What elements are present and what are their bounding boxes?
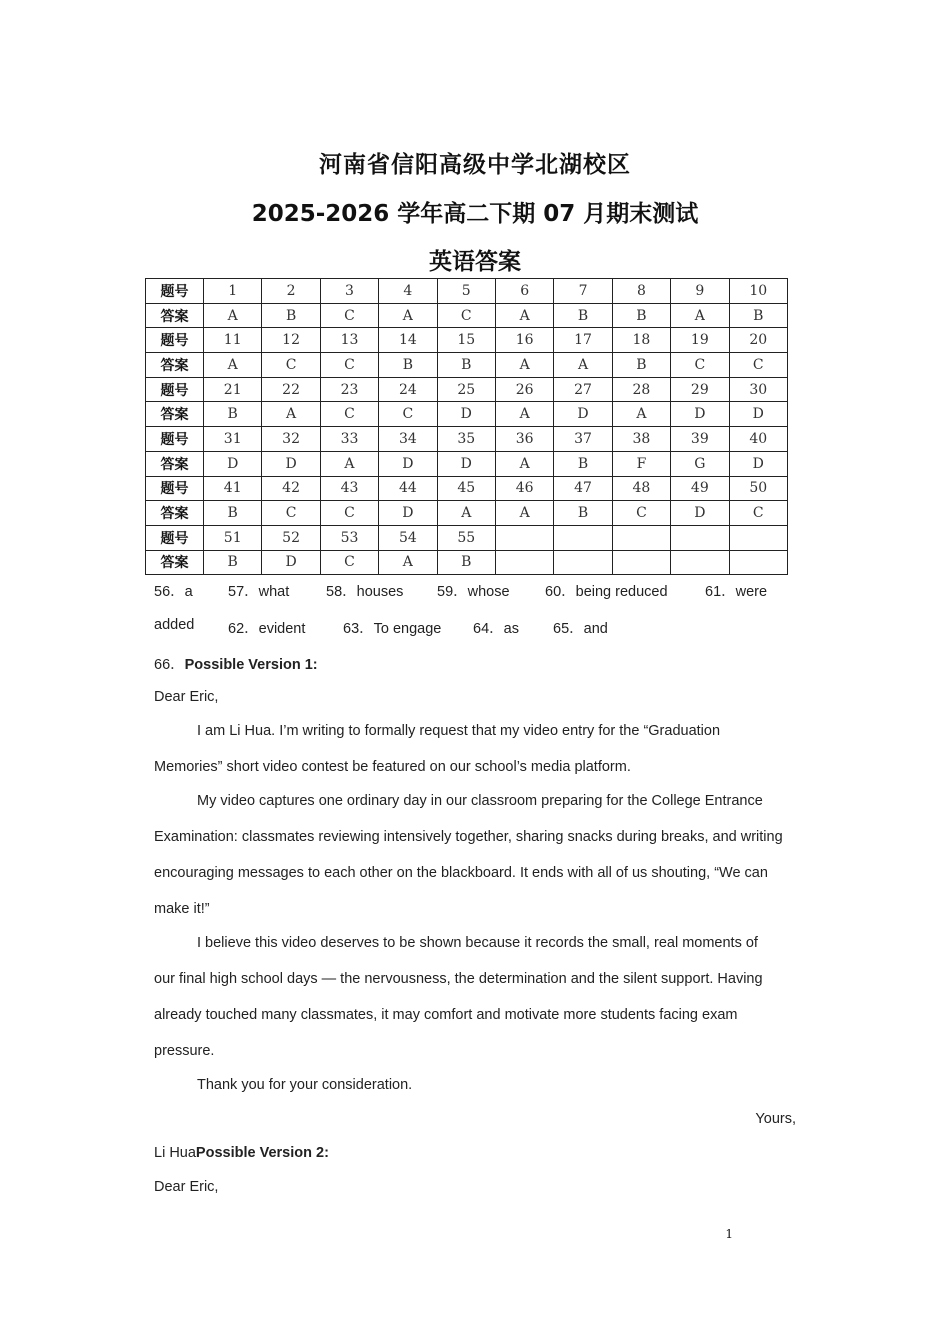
answer-table [145, 278, 788, 575]
question-number-cell: 27 [554, 377, 612, 402]
answer-cell: C [320, 353, 378, 378]
question-number-cell: 51 [204, 525, 262, 550]
question-number-row [146, 476, 788, 501]
question-number-cell: 38 [612, 427, 670, 452]
answer-cell: D [437, 451, 495, 476]
question-number-cell: 31 [204, 427, 262, 452]
answer-cell: A [379, 550, 437, 575]
answer-cell [671, 550, 729, 575]
answer-cell: A [495, 451, 553, 476]
question-number-cell: 11 [204, 328, 262, 353]
answer-label: 答案 [146, 303, 204, 328]
question-number-cell: 14 [379, 328, 437, 353]
answer-cell: C [262, 353, 320, 378]
question-number-cell: 19 [671, 328, 729, 353]
exam-title: 2025-2026 学年高二下期 07 月期末测试 [251, 201, 699, 227]
answer-cell: D [554, 402, 612, 427]
version2-title: Possible Version 2: [195, 1145, 329, 1161]
question-label: 题号 [146, 377, 204, 402]
answer-cell: F [612, 451, 670, 476]
question-number-cell [612, 525, 670, 550]
page-number: 1 [725, 1227, 733, 1241]
essay-line: My video captures one ordinary day in our classroom preparing for the College Entrance [197, 793, 763, 809]
question-number-cell: 52 [262, 525, 320, 550]
answer-label: 答案 [146, 353, 204, 378]
answer-cell: C [379, 402, 437, 427]
question-number-cell: 17 [554, 328, 612, 353]
answer-cell: A [495, 303, 553, 328]
answer-cell: B [554, 451, 612, 476]
question-number-cell: 33 [320, 427, 378, 452]
answer-cell: B [729, 303, 787, 328]
question-number-cell: 41 [204, 476, 262, 501]
answer-cell: C [671, 353, 729, 378]
question-number-row [146, 328, 788, 353]
answer-cell: D [671, 402, 729, 427]
answer-cell: C [729, 501, 787, 526]
answer-label: 答案 [146, 402, 204, 427]
question-number-cell: 26 [495, 377, 553, 402]
question-number-cell: 55 [437, 525, 495, 550]
question-number-cell: 44 [379, 476, 437, 501]
blank-62: 62．evident [228, 621, 306, 637]
answer-cell: C [320, 501, 378, 526]
question-number-cell: 54 [379, 525, 437, 550]
question-number-cell: 50 [729, 476, 787, 501]
answer-cell: C [320, 303, 378, 328]
answer-cell: D [262, 550, 320, 575]
blank-61-continued: added [154, 617, 195, 633]
answer-cell: A [320, 451, 378, 476]
question-number-cell: 6 [495, 279, 553, 304]
question-label: 题号 [146, 476, 204, 501]
blank-58: 58．houses [326, 584, 404, 600]
essay-line: Examination: classmates reviewing intensively together, sharing snacks during breaks, and writing [154, 829, 783, 845]
signature: Li Hua [154, 1145, 196, 1161]
answer-cell: B [204, 501, 262, 526]
question-number-row [146, 279, 788, 304]
question-number-cell: 18 [612, 328, 670, 353]
answer-cell: A [495, 501, 553, 526]
answer-cell: B [612, 303, 670, 328]
question-number-row [146, 377, 788, 402]
question-number-cell: 36 [495, 427, 553, 452]
answer-row [146, 451, 788, 476]
question-number: 66． [154, 657, 185, 673]
question-number-cell [729, 525, 787, 550]
question-number-cell: 8 [612, 279, 670, 304]
question-number-cell: 10 [729, 279, 787, 304]
blank-57: 57．what [228, 584, 290, 600]
question-number-cell: 32 [262, 427, 320, 452]
answer-cell: D [437, 402, 495, 427]
essay-line: our final high school days — the nervousness, the determination and the silent support. Having [154, 971, 763, 987]
answer-cell: D [204, 451, 262, 476]
question-label: 题号 [146, 427, 204, 452]
question-number-cell: 53 [320, 525, 378, 550]
question-number-cell: 29 [671, 377, 729, 402]
answer-cell: B [262, 303, 320, 328]
question-number-cell: 28 [612, 377, 670, 402]
answer-cell: D [671, 501, 729, 526]
answer-cell: B [437, 353, 495, 378]
answer-cell: C [729, 353, 787, 378]
question-number-cell: 24 [379, 377, 437, 402]
greeting: Dear Eric, [154, 689, 219, 705]
answer-cell: A [262, 402, 320, 427]
blank-56: 56．a [154, 584, 193, 600]
answer-cell: D [379, 501, 437, 526]
answer-cell [729, 550, 787, 575]
blank-61: 61．were [705, 584, 768, 600]
question-number-cell: 43 [320, 476, 378, 501]
answer-cell: B [204, 402, 262, 427]
question-number-cell: 40 [729, 427, 787, 452]
essay-line: make it!” [154, 901, 210, 917]
answer-cell: C [437, 303, 495, 328]
answer-cell [554, 550, 612, 575]
answer-cell: G [671, 451, 729, 476]
question-number-cell: 49 [671, 476, 729, 501]
answer-label: 答案 [146, 451, 204, 476]
answer-cell [612, 550, 670, 575]
answer-cell: C [320, 550, 378, 575]
question-number-cell: 45 [437, 476, 495, 501]
answer-cell: D [379, 451, 437, 476]
answer-cell: A [379, 303, 437, 328]
essay-line: I am Li Hua. I’m writing to formally request that my video entry for the “Graduation [197, 723, 721, 739]
question-label: 题号 [146, 525, 204, 550]
question-number-cell: 25 [437, 377, 495, 402]
essay-heading [154, 653, 318, 674]
question-number-cell: 30 [729, 377, 787, 402]
question-number-cell: 2 [262, 279, 320, 304]
question-number-cell: 37 [554, 427, 612, 452]
answer-cell: B [437, 550, 495, 575]
question-number-cell: 34 [379, 427, 437, 452]
essay-line: pressure. [154, 1043, 215, 1059]
blank-63: 63．To engage [343, 621, 442, 637]
question-number-cell: 21 [204, 377, 262, 402]
answer-row [146, 501, 788, 526]
question-number-cell: 15 [437, 328, 495, 353]
question-label: 题号 [146, 279, 204, 304]
question-number-cell: 47 [554, 476, 612, 501]
essay-line: already touched many classmates, it may comfort and motivate more students facing exam [154, 1007, 738, 1023]
blank-64: 64．as [473, 621, 519, 637]
essay-line: I believe this video deserves to be shown because it records the small, real moments of [197, 935, 758, 951]
blank-59: 59．whose [437, 584, 510, 600]
question-number-cell: 5 [437, 279, 495, 304]
answer-cell: D [729, 451, 787, 476]
question-number-cell [495, 525, 553, 550]
answer-cell: D [262, 451, 320, 476]
question-number-cell: 7 [554, 279, 612, 304]
answer-cell [495, 550, 553, 575]
answer-cell: A [554, 353, 612, 378]
question-number-cell: 39 [671, 427, 729, 452]
answer-cell: B [379, 353, 437, 378]
version1-title: Possible Version 1: [184, 657, 318, 673]
answer-cell: A [495, 353, 553, 378]
answer-label: 答案 [146, 550, 204, 575]
answer-cell: B [612, 353, 670, 378]
answer-cell: C [320, 402, 378, 427]
question-number-cell: 16 [495, 328, 553, 353]
question-number-cell: 48 [612, 476, 670, 501]
answer-row [146, 303, 788, 328]
signature-line [154, 1145, 329, 1161]
answer-cell: A [437, 501, 495, 526]
question-number-cell: 35 [437, 427, 495, 452]
thanks-line: Thank you for your consideration. [197, 1077, 413, 1093]
question-number-cell: 4 [379, 279, 437, 304]
answer-cell: B [554, 303, 612, 328]
question-number-row [146, 525, 788, 550]
question-label: 题号 [146, 328, 204, 353]
question-number-cell: 13 [320, 328, 378, 353]
subject-title: 英语答案 [429, 249, 521, 275]
question-number-cell: 9 [671, 279, 729, 304]
question-number-cell [554, 525, 612, 550]
answer-cell: C [262, 501, 320, 526]
question-number-cell: 1 [204, 279, 262, 304]
question-number-cell [671, 525, 729, 550]
answer-cell: B [554, 501, 612, 526]
essay-line: encouraging messages to each other on the blackboard. It ends with all of us shouting, “We can [154, 865, 768, 881]
answer-cell: B [204, 550, 262, 575]
answer-cell: C [612, 501, 670, 526]
answer-cell: A [671, 303, 729, 328]
closing: Yours, [755, 1111, 796, 1127]
question-number-cell: 46 [495, 476, 553, 501]
question-number-cell: 22 [262, 377, 320, 402]
question-number-cell: 3 [320, 279, 378, 304]
question-number-cell: 42 [262, 476, 320, 501]
answer-cell: A [495, 402, 553, 427]
blank-60: 60．being reduced [545, 584, 668, 600]
answer-label: 答案 [146, 501, 204, 526]
question-number-cell: 12 [262, 328, 320, 353]
answer-cell: A [204, 353, 262, 378]
answer-cell: A [612, 402, 670, 427]
question-number-cell: 20 [729, 328, 787, 353]
school-title: 河南省信阳高级中学北湖校区 [319, 152, 631, 178]
answer-row [146, 402, 788, 427]
question-number-cell: 23 [320, 377, 378, 402]
answer-row [146, 353, 788, 378]
answer-cell: A [204, 303, 262, 328]
answer-row [146, 550, 788, 575]
essay-line: Memories” short video contest be featured on our school’s media platform. [154, 759, 631, 775]
question-number-row [146, 427, 788, 452]
answer-cell: D [729, 402, 787, 427]
greeting-2: Dear Eric, [154, 1179, 219, 1195]
blank-65: 65．and [553, 621, 608, 637]
